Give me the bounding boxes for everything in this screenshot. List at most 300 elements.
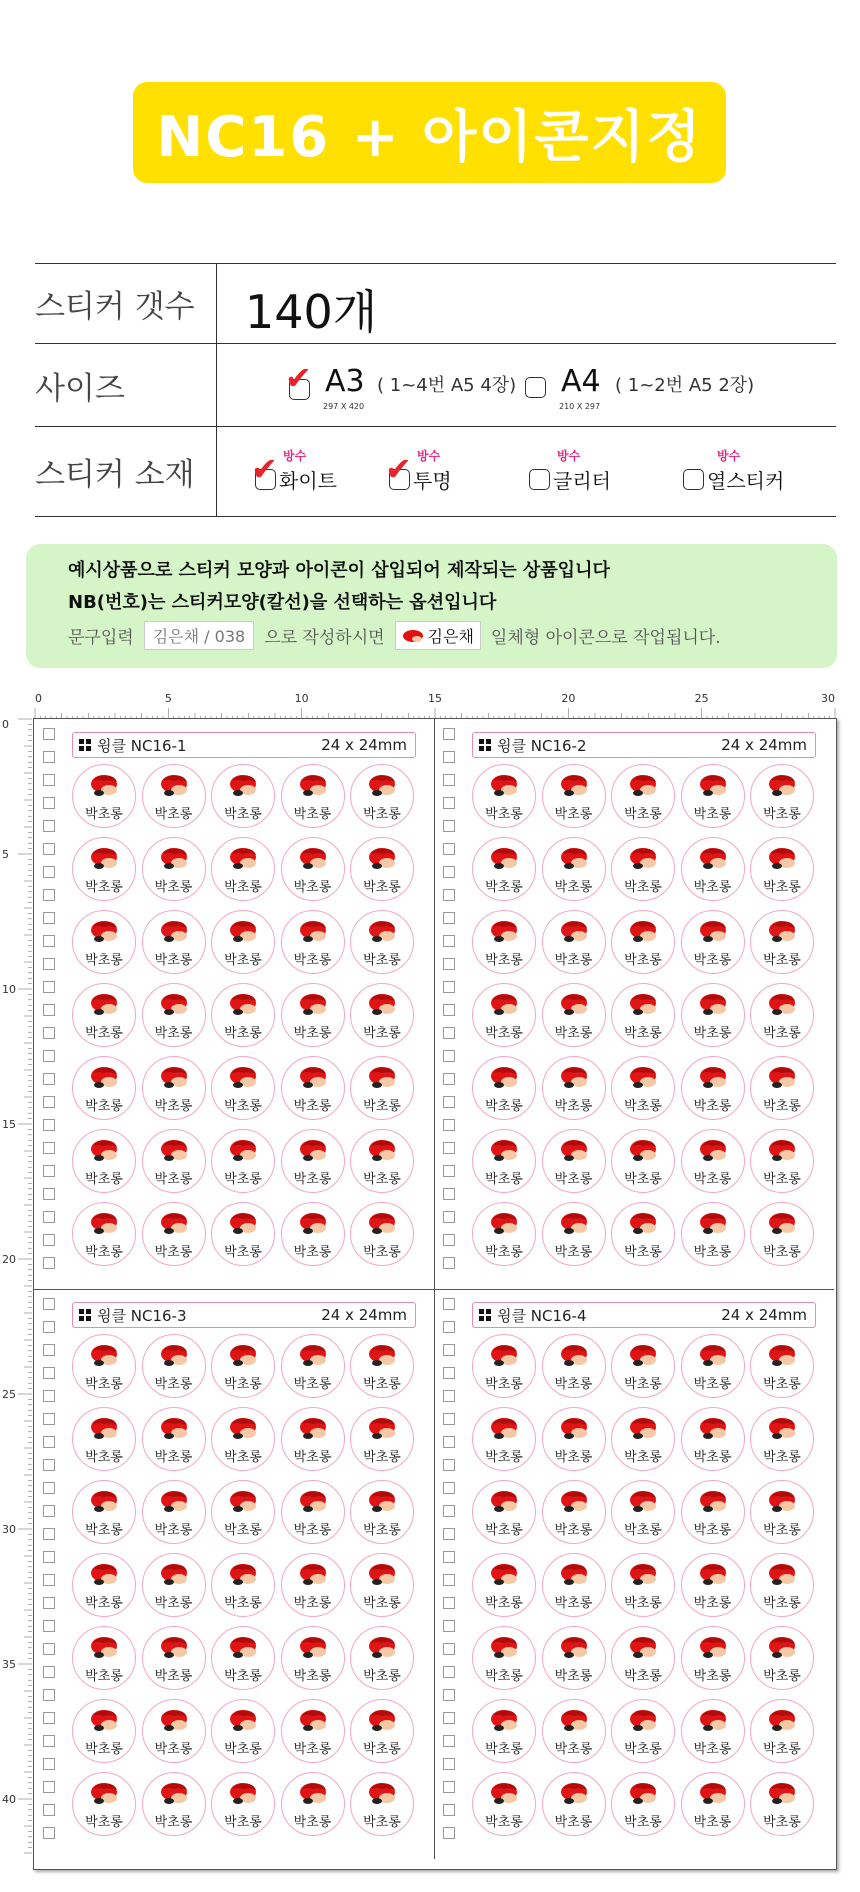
margin-checkbox[interactable] [443,1257,455,1269]
margin-checkbox[interactable] [43,728,55,740]
sticker-name: 박초롱 [554,1245,593,1260]
margin-checkbox[interactable] [43,1574,55,1586]
sticker-item [681,1202,745,1266]
sticker-item [472,1056,536,1120]
red-hair-character-icon [629,1343,659,1369]
margin-checkbox[interactable] [43,958,55,970]
sticker-name: 박초롱 [624,1099,662,1114]
margin-checkbox[interactable] [443,1321,455,1333]
margin-checkbox[interactable] [43,1096,55,1108]
ruler-label: 15 [2,1118,16,1131]
margin-checkbox[interactable] [43,751,55,763]
sticker-name: 박초롱 [763,953,801,968]
margin-checkbox[interactable] [443,912,455,924]
ruler-label: 30 [821,692,835,705]
grid-icon [479,1309,491,1321]
example-result-name: 김은채 [427,627,474,646]
ruler-label: 15 [428,692,442,705]
sticker-name: 박초롱 [154,807,193,822]
sticker-name: 박초롱 [485,1450,523,1465]
sticker-item [750,1772,814,1836]
margin-checkbox[interactable] [443,1211,455,1223]
panel-size: 24 x 24mm [321,1306,407,1324]
sticker-item [472,983,536,1047]
sticker-item [472,837,536,901]
sticker-name: 박초롱 [693,1450,732,1465]
sticker-name: 박초롱 [154,1245,193,1260]
margin-checkbox[interactable] [443,889,455,901]
red-hair-character-icon [629,992,659,1018]
sticker-name: 박초롱 [363,1669,401,1684]
margin-checkbox[interactable] [443,1004,455,1016]
ruler-label: 25 [694,692,709,705]
red-hair-character-icon [490,1489,520,1515]
margin-checkbox[interactable] [443,1689,455,1701]
margin-checkbox[interactable] [43,774,55,786]
red-hair-character-icon [768,992,798,1018]
sticker-item [472,1772,536,1836]
red-hair-character-icon [368,1781,398,1807]
sticker-name: 박초롱 [85,1596,123,1611]
red-hair-character-icon [768,1635,798,1661]
example-result [395,621,481,650]
sticker-item [681,1056,745,1120]
sticker-item [72,1129,136,1193]
sticker-name: 박초롱 [554,1523,593,1538]
margin-checkbox[interactable] [43,1073,55,1085]
sticker-name: 박초롱 [85,1450,123,1465]
red-hair-character-icon [560,1211,590,1237]
sticker-item [542,1202,606,1266]
red-hair-character-icon [560,1416,590,1442]
sticker-name: 박초롱 [293,807,332,822]
margin-checkbox[interactable] [443,1551,455,1563]
margin-checkbox[interactable] [43,1459,55,1471]
margin-checkbox[interactable] [43,1620,55,1632]
sticker-name: 박초롱 [554,1815,593,1830]
sticker-item [611,764,675,828]
red-hair-character-icon [699,1489,729,1515]
red-hair-character-icon [299,1708,329,1734]
sticker-name: 박초롱 [554,807,593,822]
margin-checkbox[interactable] [443,1390,455,1402]
red-hair-character-icon [299,1065,329,1091]
sticker-item [350,1129,414,1193]
red-hair-character-icon [699,992,729,1018]
margin-checkbox[interactable] [443,1165,455,1177]
sticker-name: 박초롱 [154,1523,193,1538]
margin-checkbox[interactable] [443,866,455,878]
sticker-item [142,1553,206,1617]
margin-checkbox[interactable] [43,935,55,947]
margin-checkbox[interactable] [443,958,455,970]
margin-checkbox[interactable] [43,889,55,901]
sticker-name: 박초롱 [85,1815,123,1830]
red-hair-character-icon [560,1708,590,1734]
red-hair-character-icon [768,1489,798,1515]
margin-checkbox[interactable] [443,1643,455,1655]
sticker-name: 박초롱 [154,1669,193,1684]
title-banner [133,82,726,183]
margin-checkbox[interactable] [43,1551,55,1563]
margin-checkbox[interactable] [43,1482,55,1494]
panel-title-bar [72,732,416,758]
margin-checkbox[interactable] [443,1344,455,1356]
margin-checkbox[interactable] [43,1597,55,1609]
margin-checkbox[interactable] [43,1119,55,1131]
sticker-item [211,1056,275,1120]
sticker-item [542,764,606,828]
red-hair-character-icon [299,1489,329,1515]
sticker-item [611,1407,675,1471]
red-hair-character-icon [160,1562,190,1588]
sticker-name: 박초롱 [763,1099,801,1114]
sticker-name: 박초롱 [693,807,732,822]
sticker-panel [434,719,834,1290]
sticker-name: 박초롱 [293,1099,332,1114]
waterproof-badge: 방수 [417,449,441,463]
sticker-item [472,1699,536,1763]
sticker-item [72,1202,136,1266]
sticker-item [211,1407,275,1471]
red-hair-character-icon [229,1416,259,1442]
margin-checkbox[interactable] [43,1758,55,1770]
ruler-label: 0 [2,718,9,731]
margin-checkbox[interactable] [443,1234,455,1246]
sticker-item [681,837,745,901]
sticker-name: 박초롱 [624,1669,662,1684]
margin-checkbox[interactable] [443,728,455,740]
margin-checkbox[interactable] [443,1436,455,1448]
margin-checkbox[interactable] [43,1050,55,1062]
margin-checkbox[interactable] [43,1165,55,1177]
margin-checkbox[interactable] [443,1482,455,1494]
margin-checkbox[interactable] [443,1073,455,1085]
note-line-3 [68,621,721,650]
margin-checkbox[interactable] [43,1689,55,1701]
margin-checkbox[interactable] [43,1528,55,1540]
sticker-item [542,1129,606,1193]
margin-checkbox[interactable] [43,1004,55,1016]
sticker-item [350,1480,414,1544]
sticker-item [611,1699,675,1763]
margin-checkbox[interactable] [443,843,455,855]
margin-checkbox[interactable] [443,1298,455,1310]
sticker-name: 박초롱 [363,1523,401,1538]
red-hair-character-icon [560,1065,590,1091]
margin-checkbox[interactable] [43,1211,55,1223]
red-hair-character-icon [560,919,590,945]
margin-checkbox[interactable] [443,820,455,832]
sticker-name: 박초롱 [693,953,732,968]
margin-checkbox[interactable] [43,1321,55,1333]
sticker-name: 박초롱 [224,1815,262,1830]
sticker-item [211,1626,275,1690]
note-prefix: 문구입력 [68,628,134,648]
sticker-item [211,910,275,974]
red-hair-character-icon [699,1065,729,1091]
margin-checkbox[interactable] [43,1413,55,1425]
size-a4-checkbox[interactable] [525,377,546,398]
red-hair-character-icon [368,1635,398,1661]
sticker-name: 박초롱 [485,1099,523,1114]
margin-checkbox[interactable] [443,1712,455,1724]
sticker-item [350,837,414,901]
red-hair-character-icon [229,846,259,872]
sticker-item [611,837,675,901]
red-hair-character-icon [229,992,259,1018]
sticker-item [211,764,275,828]
red-hair-character-icon [560,846,590,872]
sticker-item [681,1334,745,1398]
margin-checkbox[interactable] [443,935,455,947]
sticker-item [142,1626,206,1690]
margin-checkbox[interactable] [443,1620,455,1632]
margin-checkbox[interactable] [443,1188,455,1200]
margin-checkbox[interactable] [443,1666,455,1678]
ruler-label: 40 [2,1793,16,1806]
red-hair-character-icon [229,1211,259,1237]
sticker-name: 박초롱 [554,1669,593,1684]
margin-checkbox[interactable] [43,1804,55,1816]
sticker-item [281,1407,345,1471]
margin-checkbox[interactable] [43,1367,55,1379]
margin-checkbox[interactable] [443,1027,455,1039]
margin-checkbox[interactable] [43,912,55,924]
red-hair-character-icon [160,1708,190,1734]
sticker-name: 박초롱 [485,1523,523,1538]
sticker-item [611,910,675,974]
sticker-name: 박초롱 [293,1450,332,1465]
red-hair-character-icon [560,1489,590,1515]
margin-checkbox[interactable] [443,1119,455,1131]
sticker-panel [434,1289,834,1859]
sticker-item [472,1553,536,1617]
note-line-2: NB(번호)는 스티커모양(칼선)을 선택하는 옵션입니다 [68,592,497,613]
sticker-name: 박초롱 [554,953,593,968]
sticker-item [281,1626,345,1690]
sticker-name: 박초롱 [624,1815,662,1830]
red-hair-character-icon [629,1489,659,1515]
sticker-item [350,1772,414,1836]
red-hair-character-icon [299,1781,329,1807]
red-hair-character-icon [229,1065,259,1091]
margin-checkbox[interactable] [43,1298,55,1310]
size-a4-dimensions: 210 X 297 [559,402,601,411]
sticker-name: 박초롱 [485,1815,523,1830]
margin-checkbox[interactable] [43,1234,55,1246]
margin-checkbox[interactable] [443,1142,455,1154]
sticker-name: 박초롱 [85,1026,123,1041]
red-hair-character-icon [699,1635,729,1661]
sticker-panel [34,1289,435,1859]
red-hair-character-icon [699,1708,729,1734]
sticker-item [611,1056,675,1120]
sticker-item [681,1480,745,1544]
margin-checkbox[interactable] [443,1050,455,1062]
margin-checkbox[interactable] [43,1257,55,1269]
sticker-name: 박초롱 [293,880,332,895]
sticker-name: 박초롱 [554,1172,593,1187]
sticker-item [611,1202,675,1266]
material-heat-checkbox[interactable] [683,469,704,490]
sticker-name: 박초롱 [693,1172,732,1187]
margin-checkbox[interactable] [43,1781,55,1793]
margin-checkbox[interactable] [43,1390,55,1402]
margin-checkbox[interactable] [443,1367,455,1379]
sticker-name: 박초롱 [763,1523,801,1538]
sticker-name: 박초롱 [624,1026,662,1041]
sticker-item [350,1699,414,1763]
red-hair-character-icon [90,1708,120,1734]
sticker-name: 박초롱 [624,1450,662,1465]
top-ruler [34,690,836,720]
margin-checkbox[interactable] [43,1188,55,1200]
sticker-name: 박초롱 [154,880,193,895]
material-glitter-checkbox[interactable] [529,469,550,490]
sticker-item [211,1772,275,1836]
red-hair-character-icon [490,1416,520,1442]
sticker-item [472,1129,536,1193]
margin-checkbox[interactable] [43,1666,55,1678]
red-hair-character-icon [490,1343,520,1369]
red-hair-character-icon [229,1708,259,1734]
red-hair-character-icon [90,1416,120,1442]
red-hair-character-icon [368,1489,398,1515]
margin-checkbox[interactable] [443,1735,455,1747]
count-value: 140개 [245,285,378,339]
material-row [35,427,836,517]
sticker-name: 박초롱 [693,1742,732,1757]
red-hair-character-icon [490,1562,520,1588]
sticker-name: 박초롱 [693,1669,732,1684]
margin-checkbox[interactable] [443,1781,455,1793]
sticker-item [72,1056,136,1120]
sticker-name: 박초롱 [85,1099,123,1114]
sticker-item [142,1334,206,1398]
red-hair-character-icon [299,773,329,799]
margin-checkbox[interactable] [443,981,455,993]
sticker-item [72,1699,136,1763]
sticker-name: 박초롱 [485,1026,523,1041]
red-hair-character-icon [368,1416,398,1442]
red-hair-character-icon [490,1065,520,1091]
margin-checkbox[interactable] [443,1597,455,1609]
red-hair-character-icon [490,1781,520,1807]
margin-checkbox[interactable] [43,1712,55,1724]
ruler-label: 10 [294,692,309,705]
margin-checkbox[interactable] [43,1027,55,1039]
margin-checkbox[interactable] [43,1735,55,1747]
margin-checkbox[interactable] [43,1827,55,1839]
red-hair-character-icon [160,1781,190,1807]
margin-checkbox[interactable] [43,981,55,993]
sticker-name: 박초롱 [224,1523,262,1538]
red-hair-character-icon [629,1781,659,1807]
sticker-name: 박초롱 [293,1815,332,1830]
sticker-name: 박초롱 [763,807,801,822]
sticker-name: 박초롱 [485,953,523,968]
sticker-name: 박초롱 [485,880,523,895]
margin-checkbox[interactable] [443,1096,455,1108]
red-hair-character-icon [368,919,398,945]
margin-checkbox[interactable] [443,1827,455,1839]
sticker-item [142,837,206,901]
red-hair-character-icon [299,919,329,945]
sticker-item [142,1129,206,1193]
panel-title: 윙클 NC16-3 [97,1306,187,1325]
sticker-item [211,1480,275,1544]
sticker-name: 박초롱 [224,880,262,895]
sticker-item [350,1334,414,1398]
red-hair-character-icon [299,846,329,872]
panel-size: 24 x 24mm [321,736,407,754]
margin-checkbox[interactable] [443,774,455,786]
margin-checkbox[interactable] [43,866,55,878]
sticker-item [750,983,814,1047]
red-hair-character-icon [90,1211,120,1237]
sticker-item [472,910,536,974]
sticker-item [750,1129,814,1193]
sticker-item [72,1334,136,1398]
sticker-name: 박초롱 [154,1450,193,1465]
margin-checkbox[interactable] [443,751,455,763]
margin-checkbox[interactable] [443,1528,455,1540]
sticker-item [472,1334,536,1398]
red-hair-character-icon [299,992,329,1018]
margin-checkbox[interactable] [443,1459,455,1471]
sticker-item [281,1772,345,1836]
red-hair-character-icon [699,1562,729,1588]
margin-checkbox[interactable] [443,1804,455,1816]
sticker-item [750,1626,814,1690]
sticker-name: 박초롱 [224,1669,262,1684]
sticker-name: 박초롱 [554,1450,593,1465]
sticker-name: 박초롱 [293,1377,332,1392]
margin-checkbox[interactable] [43,1643,55,1655]
sticker-item [72,983,136,1047]
sticker-name: 박초롱 [293,1596,332,1611]
info-note [26,544,837,668]
margin-checkbox[interactable] [443,797,455,809]
sticker-name: 박초롱 [554,1099,593,1114]
sticker-name: 박초롱 [154,1026,193,1041]
margin-checkbox[interactable] [443,1758,455,1770]
red-hair-character-icon [299,1635,329,1661]
sticker-item [750,1553,814,1617]
margin-checkbox[interactable] [43,1436,55,1448]
margin-checkbox[interactable] [43,843,55,855]
note-mid: 으로 작성하시면 [264,628,385,648]
margin-checkbox[interactable] [43,797,55,809]
margin-checkbox[interactable] [443,1505,455,1517]
margin-checkbox[interactable] [43,820,55,832]
red-hair-character-icon [629,1708,659,1734]
margin-checkbox[interactable] [43,1344,55,1356]
red-hair-character-icon [90,919,120,945]
red-hair-character-icon [402,629,424,643]
sticker-name: 박초롱 [154,1099,193,1114]
sticker-name: 박초롱 [224,1450,262,1465]
sticker-item [350,1626,414,1690]
sticker-name: 박초롱 [224,1742,262,1757]
sticker-item [281,1056,345,1120]
margin-checkbox[interactable] [443,1413,455,1425]
margin-checkbox[interactable] [43,1142,55,1154]
margin-checkbox[interactable] [443,1574,455,1586]
margin-checkbox[interactable] [43,1505,55,1517]
sticker-name: 박초롱 [363,880,401,895]
